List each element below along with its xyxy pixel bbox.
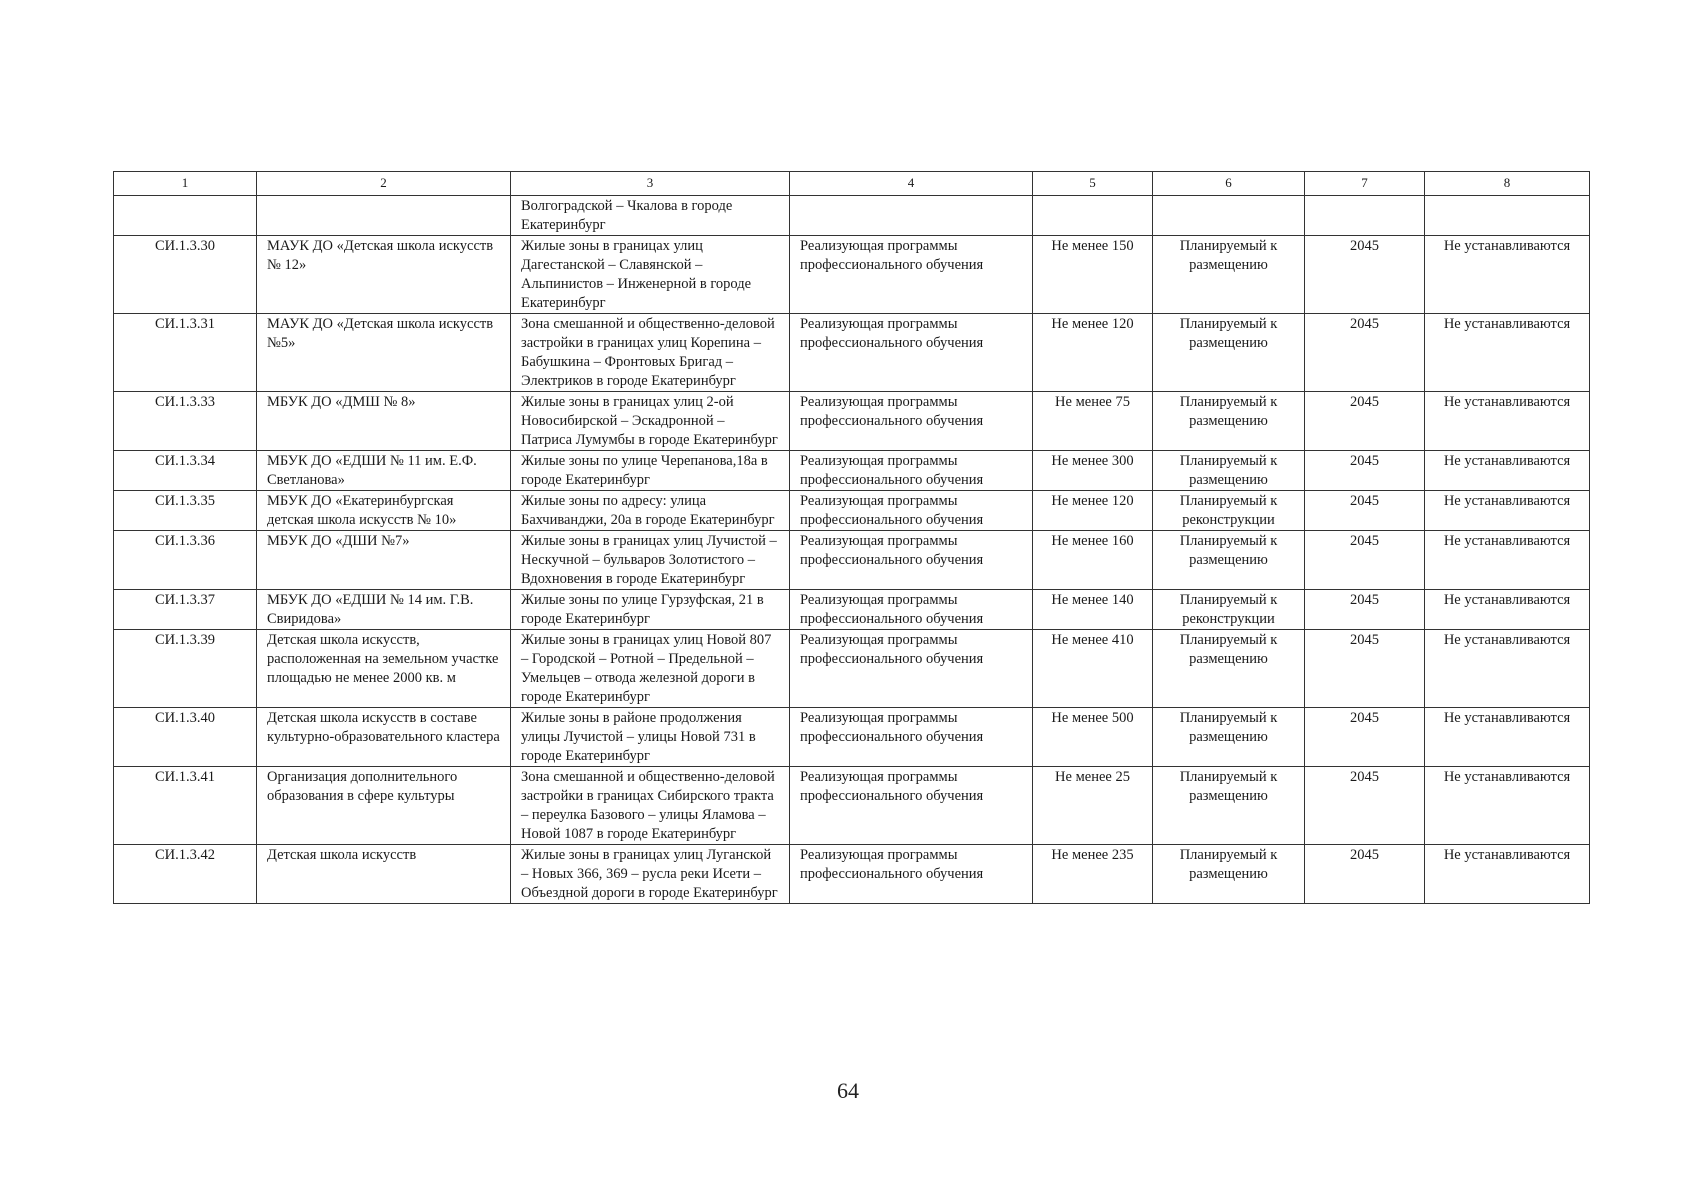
cell-location: Зона смешанной и общественно-деловой застройки в границах улиц Корепина – Бабушкина – Фронтовых Бригад – Электриков в городе Екатеринбург bbox=[511, 314, 790, 392]
cell-name bbox=[257, 196, 511, 236]
cell-capacity: Не менее 120 bbox=[1033, 314, 1153, 392]
cell-name: МАУК ДО «Детская школа искусств №5» bbox=[257, 314, 511, 392]
cell-capacity: Не менее 235 bbox=[1033, 845, 1153, 904]
cell-name: МАУК ДО «Детская школа искусств № 12» bbox=[257, 236, 511, 314]
cell-code: СИ.1.3.30 bbox=[114, 236, 257, 314]
table-row bbox=[114, 196, 1590, 236]
cell-zones: Не устанавливаются bbox=[1425, 392, 1590, 451]
cell-capacity: Не менее 500 bbox=[1033, 708, 1153, 767]
cell-type: Реализующая программы профессионального обучения bbox=[790, 392, 1033, 451]
cell-location: Волгоградской – Чкалова в городе Екатеринбург bbox=[511, 196, 790, 236]
cell-status: Планируемый к размещению bbox=[1153, 314, 1305, 392]
data-table bbox=[113, 171, 1590, 904]
cell-capacity: Не менее 140 bbox=[1033, 590, 1153, 630]
cell-code: СИ.1.3.35 bbox=[114, 491, 257, 531]
cell-zones: Не устанавливаются bbox=[1425, 630, 1590, 708]
cell-name: МБУК ДО «ЕДШИ № 14 им. Г.В. Свиридова» bbox=[257, 590, 511, 630]
cell-location: Жилые зоны в районе продолжения улицы Лучистой – улицы Новой 731 в городе Екатеринбург bbox=[511, 708, 790, 767]
cell-status: Планируемый к реконструкции bbox=[1153, 491, 1305, 531]
column-header: 6 bbox=[1153, 172, 1305, 196]
cell-year bbox=[1305, 196, 1425, 236]
column-header: 8 bbox=[1425, 172, 1590, 196]
cell-year: 2045 bbox=[1305, 590, 1425, 630]
cell-type: Реализующая программы профессионального обучения bbox=[790, 845, 1033, 904]
cell-year: 2045 bbox=[1305, 531, 1425, 590]
cell-zones: Не устанавливаются bbox=[1425, 451, 1590, 491]
table-row bbox=[114, 531, 1590, 590]
cell-zones: Не устанавливаются bbox=[1425, 236, 1590, 314]
cell-year: 2045 bbox=[1305, 630, 1425, 708]
cell-capacity: Не менее 75 bbox=[1033, 392, 1153, 451]
cell-type: Реализующая программы профессионального обучения bbox=[790, 590, 1033, 630]
cell-code bbox=[114, 196, 257, 236]
cell-name: Детская школа искусств bbox=[257, 845, 511, 904]
column-header: 7 bbox=[1305, 172, 1425, 196]
table-row bbox=[114, 451, 1590, 491]
cell-code: СИ.1.3.39 bbox=[114, 630, 257, 708]
cell-status: Планируемый к реконструкции bbox=[1153, 590, 1305, 630]
cell-type: Реализующая программы профессионального обучения bbox=[790, 531, 1033, 590]
cell-capacity: Не менее 410 bbox=[1033, 630, 1153, 708]
cell-year: 2045 bbox=[1305, 767, 1425, 845]
cell-type bbox=[790, 196, 1033, 236]
cell-zones: Не устанавливаются bbox=[1425, 531, 1590, 590]
cell-status: Планируемый к размещению bbox=[1153, 630, 1305, 708]
cell-year: 2045 bbox=[1305, 236, 1425, 314]
cell-zones: Не устанавливаются bbox=[1425, 314, 1590, 392]
cell-type: Реализующая программы профессионального обучения bbox=[790, 767, 1033, 845]
cell-code: СИ.1.3.37 bbox=[114, 590, 257, 630]
cell-zones: Не устанавливаются bbox=[1425, 590, 1590, 630]
cell-zones: Не устанавливаются bbox=[1425, 708, 1590, 767]
table-row bbox=[114, 236, 1590, 314]
cell-zones: Не устанавливаются bbox=[1425, 845, 1590, 904]
cell-name: МБУК ДО «Екатеринбургская детская школа искусств № 10» bbox=[257, 491, 511, 531]
cell-code: СИ.1.3.42 bbox=[114, 845, 257, 904]
cell-status: Планируемый к размещению bbox=[1153, 236, 1305, 314]
column-header: 1 bbox=[114, 172, 257, 196]
cell-year: 2045 bbox=[1305, 314, 1425, 392]
table-body bbox=[114, 196, 1590, 904]
column-header: 5 bbox=[1033, 172, 1153, 196]
column-header: 3 bbox=[511, 172, 790, 196]
cell-code: СИ.1.3.36 bbox=[114, 531, 257, 590]
table-row bbox=[114, 590, 1590, 630]
column-header: 4 bbox=[790, 172, 1033, 196]
cell-type: Реализующая программы профессионального обучения bbox=[790, 708, 1033, 767]
cell-location: Жилые зоны в границах улиц 2-ой Новосибирской – Эскадронной – Патриса Лумумбы в городе Екатеринбург bbox=[511, 392, 790, 451]
cell-capacity: Не менее 150 bbox=[1033, 236, 1153, 314]
cell-status bbox=[1153, 196, 1305, 236]
cell-status: Планируемый к размещению bbox=[1153, 767, 1305, 845]
cell-zones bbox=[1425, 196, 1590, 236]
cell-capacity: Не менее 25 bbox=[1033, 767, 1153, 845]
table-row bbox=[114, 708, 1590, 767]
cell-status: Планируемый к размещению bbox=[1153, 451, 1305, 491]
cell-year: 2045 bbox=[1305, 392, 1425, 451]
cell-location: Жилые зоны по улице Черепанова,18а в городе Екатеринбург bbox=[511, 451, 790, 491]
cell-type: Реализующая программы профессионального обучения bbox=[790, 630, 1033, 708]
cell-capacity: Не менее 160 bbox=[1033, 531, 1153, 590]
cell-year: 2045 bbox=[1305, 451, 1425, 491]
table-row bbox=[114, 630, 1590, 708]
cell-status: Планируемый к размещению bbox=[1153, 845, 1305, 904]
table-row bbox=[114, 491, 1590, 531]
cell-type: Реализующая программы профессионального обучения bbox=[790, 236, 1033, 314]
cell-type: Реализующая программы профессионального обучения bbox=[790, 491, 1033, 531]
table-row bbox=[114, 314, 1590, 392]
cell-zones: Не устанавливаются bbox=[1425, 767, 1590, 845]
table-row bbox=[114, 845, 1590, 904]
table-row bbox=[114, 392, 1590, 451]
cell-capacity: Не менее 300 bbox=[1033, 451, 1153, 491]
cell-zones: Не устанавливаются bbox=[1425, 491, 1590, 531]
cell-status: Планируемый к размещению bbox=[1153, 708, 1305, 767]
cell-type: Реализующая программы профессионального обучения bbox=[790, 451, 1033, 491]
cell-location: Жилые зоны в границах улиц Дагестанской – Славянской – Альпинистов – Инженерной в городе Екатеринбург bbox=[511, 236, 790, 314]
cell-code: СИ.1.3.40 bbox=[114, 708, 257, 767]
column-header: 2 bbox=[257, 172, 511, 196]
table-header-row bbox=[114, 172, 1590, 196]
cell-year: 2045 bbox=[1305, 491, 1425, 531]
cell-code: СИ.1.3.31 bbox=[114, 314, 257, 392]
cell-status: Планируемый к размещению bbox=[1153, 392, 1305, 451]
cell-name: МБУК ДО «ЕДШИ № 11 им. Е.Ф. Светланова» bbox=[257, 451, 511, 491]
cell-name: МБУК ДО «ДШИ №7» bbox=[257, 531, 511, 590]
table-row bbox=[114, 767, 1590, 845]
cell-type: Реализующая программы профессионального обучения bbox=[790, 314, 1033, 392]
cell-capacity bbox=[1033, 196, 1153, 236]
cell-code: СИ.1.3.41 bbox=[114, 767, 257, 845]
cell-year: 2045 bbox=[1305, 845, 1425, 904]
cell-name: МБУК ДО «ДМШ № 8» bbox=[257, 392, 511, 451]
cell-location: Жилые зоны по адресу: улица Бахчиванджи, 20а в городе Екатеринбург bbox=[511, 491, 790, 531]
page-number: 64 bbox=[837, 1078, 859, 1103]
cell-year: 2045 bbox=[1305, 708, 1425, 767]
cell-code: СИ.1.3.34 bbox=[114, 451, 257, 491]
cell-name: Детская школа искусств, расположенная на земельном участке площадью не менее 2000 кв. м bbox=[257, 630, 511, 708]
cell-code: СИ.1.3.33 bbox=[114, 392, 257, 451]
cell-location: Зона смешанной и общественно-деловой застройки в границах Сибирского тракта – переулка Базового – улицы Яламова – Новой 1087 в городе Екатеринбург bbox=[511, 767, 790, 845]
cell-name: Организация дополнительного образования в сфере культуры bbox=[257, 767, 511, 845]
cell-status: Планируемый к размещению bbox=[1153, 531, 1305, 590]
cell-capacity: Не менее 120 bbox=[1033, 491, 1153, 531]
cell-name: Детская школа искусств в составе культурно-образовательного кластера bbox=[257, 708, 511, 767]
cell-location: Жилые зоны по улице Гурзуфская, 21 в городе Екатеринбург bbox=[511, 590, 790, 630]
cell-location: Жилые зоны в границах улиц Луганской – Новых 366, 369 – русла реки Исети – Объездной дороги в городе Екатеринбург bbox=[511, 845, 790, 904]
cell-location: Жилые зоны в границах улиц Лучистой – Нескучной – бульваров Золотистого – Вдохновения в городе Екатеринбург bbox=[511, 531, 790, 590]
cell-location: Жилые зоны в границах улиц Новой 807 – Городской – Ротной – Предельной – Умельцев – отвода железной дороги в городе Екатеринбург bbox=[511, 630, 790, 708]
